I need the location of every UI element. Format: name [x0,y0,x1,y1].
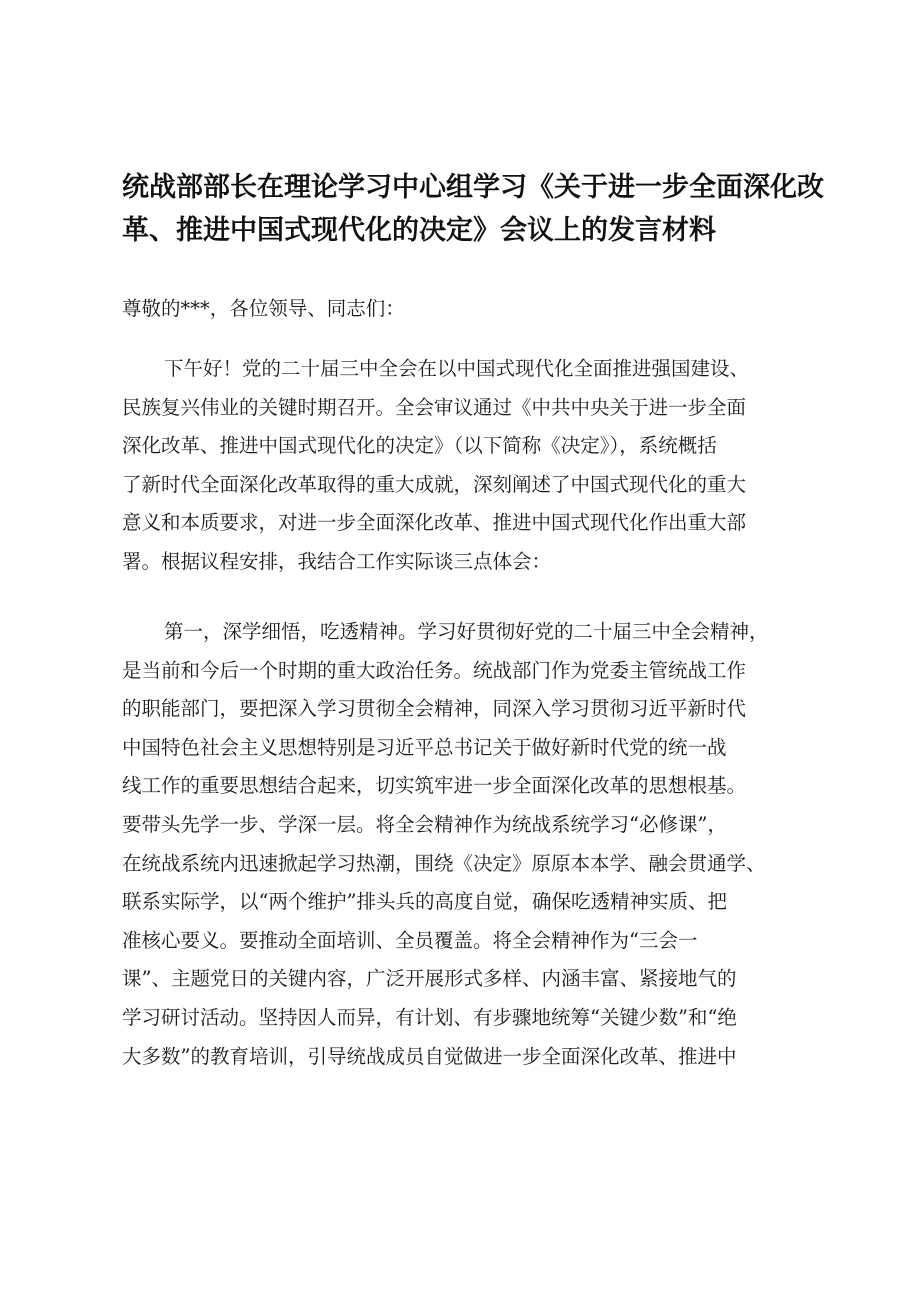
paragraph-line: 大多数”的教育培训，引导统战成员自觉做进一步全面深化改革、推进中 [122,1044,737,1068]
salutation: 尊敬的***，各位领导、同志们： [122,297,405,320]
paragraph-line: 准核心要义。要推动全面培训、全员覆盖。将全会精神作为“三会一 [122,928,698,952]
paragraph-greeting [122,350,812,582]
title-line: 统战部部长在理论学习中心组学习《关于进一步全面深化改 [122,172,824,203]
paragraph-line: 深化改革、推进中国式现代化的决定》（以下简称《决定》），系统概括 [122,434,717,458]
paragraph-line: 学习研讨活动。坚持因人而异，有计划、有步骤地统筹“关键少数”和“绝 [122,1005,737,1029]
paragraph-first-point [122,613,812,1076]
paragraph-line: 中国特色社会主义思想特别是习近平总书记关于做好新时代党的统一战 [122,735,727,759]
paragraph-line: 的职能部门，要把深入学习贯彻全会精神，同深入学习贯彻习近平新时代 [122,697,747,721]
paragraph-line: 在统战系统内迅速掀起学习热潮，围绕《决定》原原本本学、融会贯通学、 [122,851,766,875]
paragraph-line: 下午好！党的二十届三中全会在以中国式现代化全面推进强国建设、 [164,357,750,380]
paragraph-line: 课”、主题党日的关键内容，广泛开展形式多样、内涵丰富、紧接地气的 [122,967,737,991]
paragraph-line: 线工作的重要思想结合起来，切实筑牢进一步全面深化改革的思想根基。 [122,774,747,798]
title-line: 革、推进中国式现代化的决定》会议上的发言材料 [122,215,716,246]
paragraph-line: 是当前和今后一个时期的重大政治任务。统战部门作为党委主管统战工作 [122,658,747,682]
document-title [122,166,822,252]
paragraph-line: 了新时代全面深化改革取得的重大成就，深刻阐述了中国式现代化的重大 [122,472,747,496]
paragraph-line: 民族复兴伟业的关键时期召开。全会审议通过《中共中央关于进一步全面 [122,395,747,419]
paragraph-line: 意义和本质要求，对进一步全面深化改革、推进中国式现代化作出重大部 [122,511,747,535]
paragraph-line: 要带头先学一步、学深一层。将全会精神作为统战系统学习“必修课”， [122,812,727,836]
paragraph-line: 第一，深学细悟，吃透精神。学习好贯彻好党的二十届三中全会精神， [164,620,769,643]
paragraph-line: 联系实际学，以“两个维护”排头兵的高度自觉，确保吃透精神实质、把 [122,890,727,914]
paragraph-line: 署。根据议程安排，我结合工作实际谈三点体会： [122,549,552,573]
